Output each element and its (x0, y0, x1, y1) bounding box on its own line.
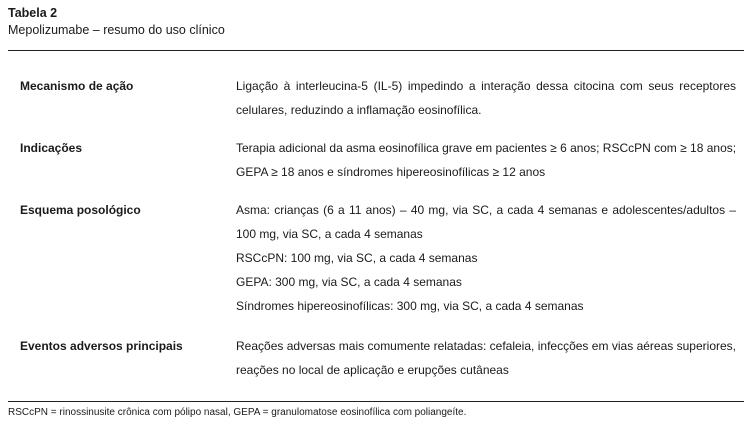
row-body (236, 198, 736, 318)
row-line: Reações adversas mais comumente relatadas: cefaleia, infecções em vias aéreas superiores, (236, 339, 736, 353)
row-line: reações no local de aplicação e erupções cutâneas (236, 363, 509, 377)
row-line: celulares, reduzindo a inflamação eosinofílica. (236, 103, 482, 117)
row-body (236, 136, 736, 184)
row-heading: Eventos adversos principais (20, 339, 183, 353)
row-body (236, 334, 736, 382)
table-row-dosage (20, 198, 740, 318)
top-rule (8, 50, 744, 51)
bottom-rule (8, 401, 744, 402)
row-line: 100 mg, via SC, a cada 4 semanas (236, 227, 423, 241)
table-row-indications (20, 136, 740, 184)
row-line: GEPA: 300 mg, via SC, a cada 4 semanas (236, 275, 462, 289)
row-line: Síndromes hipereosinofílicas: 300 mg, via SC, a cada 4 semanas (236, 299, 584, 313)
footnote: RSCcPN = rinossinusite crônica com pólipo nasal, GEPA = granulomatose eosinofílica com poliangeíte. (8, 407, 467, 418)
table-row-adverse-events (20, 334, 740, 382)
row-heading: Esquema posológico (20, 203, 141, 217)
row-line: RSCcPN: 100 mg, via SC, a cada 4 semanas (236, 251, 478, 265)
table-label: Tabela 2 (8, 6, 58, 20)
row-line: Ligação à interleucina-5 (IL-5) impedindo a interação dessa citocina com seus receptores (236, 79, 736, 93)
row-heading: Indicações (20, 141, 83, 155)
table-row-mechanism (20, 74, 740, 122)
row-line: GEPA ≥ 18 anos e síndromes hipereosinofílicas ≥ 12 anos (236, 165, 546, 179)
row-line: Terapia adicional da asma eosinofílica grave em pacientes ≥ 6 anos; RSCcPN com ≥ 18 anos; (236, 141, 737, 155)
row-heading: Mecanismo de ação (20, 79, 134, 93)
row-line: Asma: crianças (6 a 11 anos) – 40 mg, via SC, a cada 4 semanas e adolescentes/adultos – (236, 203, 736, 217)
row-body (236, 74, 736, 122)
table-subtitle: Mepolizumabe – resumo do uso clínico (8, 23, 225, 37)
